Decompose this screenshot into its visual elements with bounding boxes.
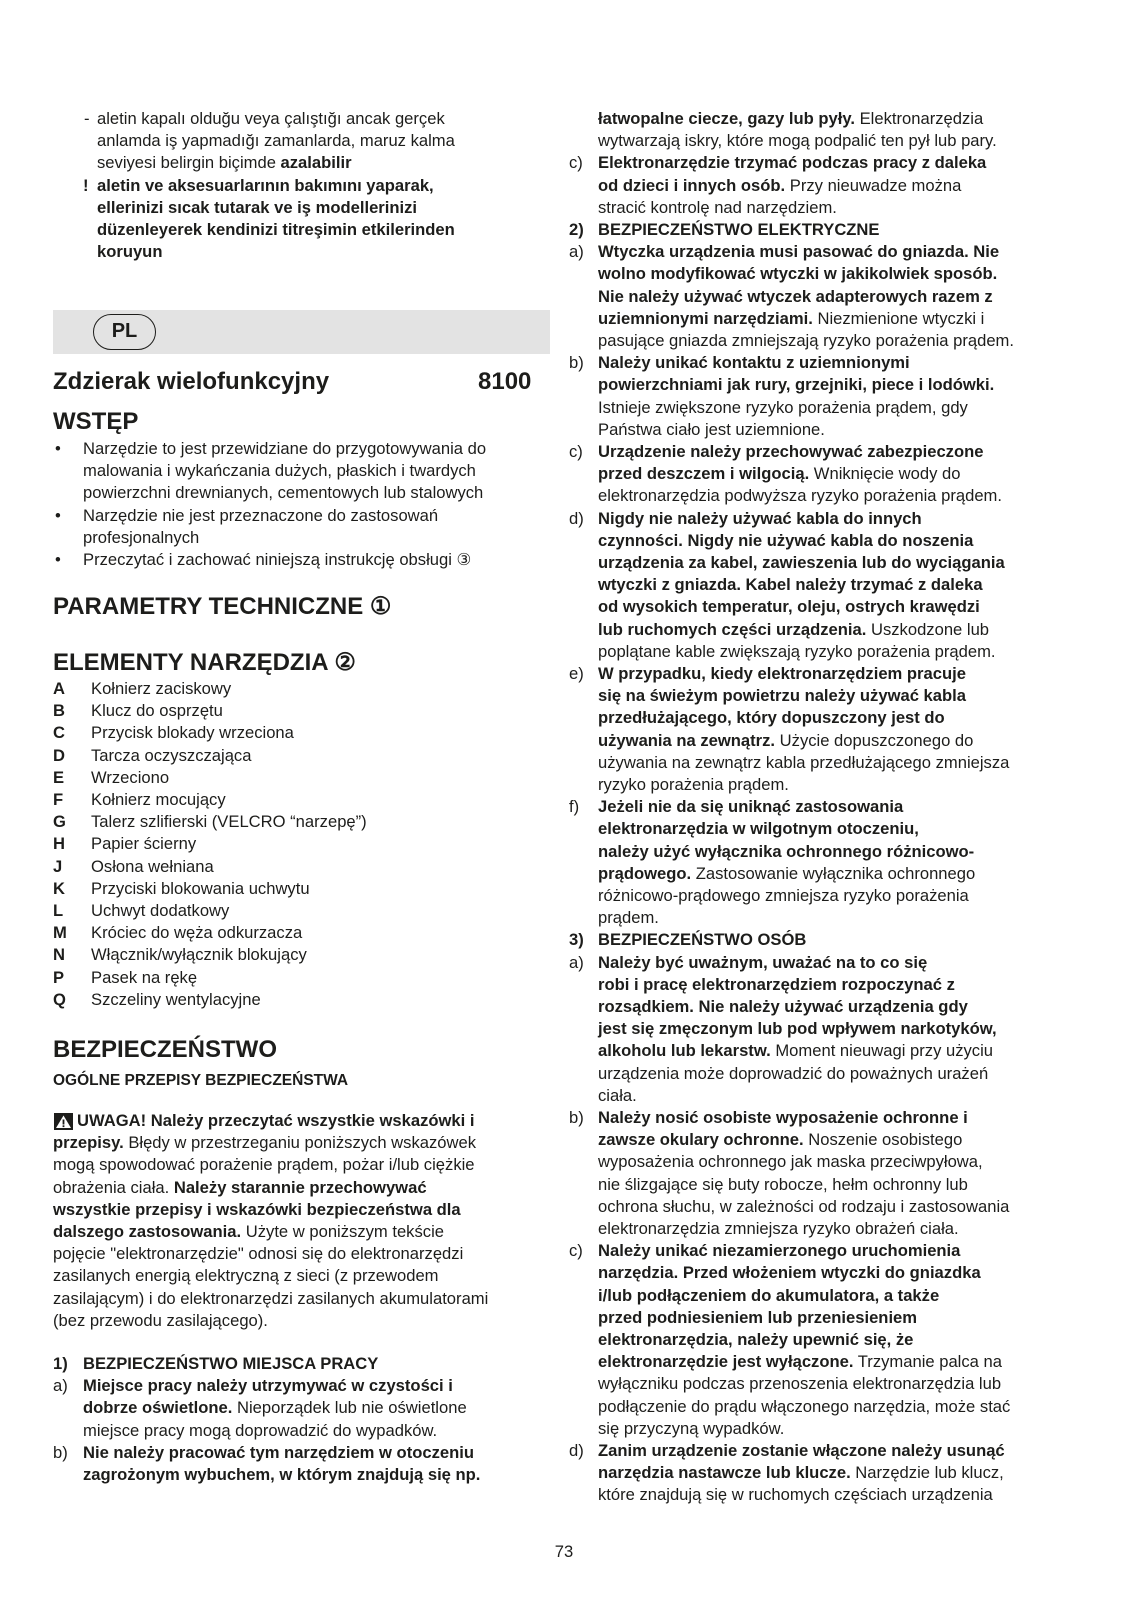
element-key: L (53, 901, 64, 920)
right-cont-line (598, 108, 983, 130)
intro-bullet-line: Przeczytać i zachować niniejszą instrukcję obsługi ③ (83, 550, 472, 569)
right-item-line (598, 663, 966, 685)
right-item-line-seg: Należy nosić osobiste wyposażenie ochronne i (598, 1108, 968, 1127)
intro-heading: WSTĘP (53, 408, 139, 435)
right-item-line (598, 175, 961, 197)
right-item-line-seg: Noszenie osobistego (803, 1130, 963, 1150)
right-item-line-seg: Istnieje zwiększone ryzyko porażenia prądem, gdy (598, 397, 968, 417)
element-label: Uchwyt dodatkowy (91, 901, 230, 920)
right-item-line-seg: nie ślizgające się buty robocze, hełm ochronny lub (598, 1174, 968, 1194)
warning-line (53, 1221, 444, 1243)
item-marker: d) (569, 1441, 584, 1460)
warning-line-seg: dalszego zastosowania. (53, 1222, 242, 1241)
item-marker: c) (569, 153, 583, 173)
right-item-line (598, 1240, 960, 1262)
intro-bullet-line: Narzędzie to jest przewidziane do przygotowywania do (83, 439, 487, 458)
right-item-line-seg: prądowego. (598, 863, 692, 883)
right-item-line (598, 796, 903, 818)
right-item-line-seg: przedłużającego, który dopuszczony jest do (598, 708, 945, 728)
right-item-line (598, 152, 986, 174)
right-item-line-seg: które znajdują się w ruchomych częściach urządzenia (598, 1485, 993, 1505)
warning-line-seg: (bez przewodu zasilającego). (53, 1310, 268, 1330)
left-item-line-seg: Miejsce pracy należy utrzymywać w czystości i (83, 1376, 453, 1396)
right-item-line (598, 197, 837, 219)
right-item-line (598, 1396, 1010, 1418)
elements-heading: ELEMENTY NARZĘDZIA ② (53, 649, 356, 676)
element-key: M (53, 923, 67, 943)
right-cont-line (598, 130, 997, 152)
right-item-line-seg: od wysokich temperatur, oleju, ostrych krawędzi (598, 597, 980, 617)
right-item-line-seg: powierzchniami jak rury, grzejniki, piece i lodówki. (598, 375, 995, 395)
element-label: Wrzeciono (91, 767, 170, 787)
right-item-line-seg: i/lub podłączeniem do akumulatora, a także (598, 1285, 940, 1305)
right-item-line (598, 1040, 993, 1062)
right-item-line-seg: używania na zewnątrz kabla przedłużającego zmniejsza (598, 752, 1010, 772)
bullet-marker: • (55, 439, 61, 458)
item-marker: c) (569, 1241, 583, 1261)
right-item-line-seg: Jeżeli nie da się uniknąć zastosowania (598, 797, 904, 817)
left-item-line-seg: Nie należy pracować tym narzędziem w otoczeniu (83, 1442, 474, 1462)
right-item-line-seg: prądem. (598, 908, 659, 928)
right-item-line-seg: należy użyć wyłącznika ochronnego różnicowo- (598, 841, 975, 861)
dash-marker: - (84, 109, 90, 128)
right-item-line-seg: przed podniesieniem lub przeniesieniem (598, 1307, 918, 1327)
right-item-line-seg: alkoholu lub lekarstw. (598, 1041, 771, 1061)
safety-subheading: OGÓLNE PRZEPISY BEZPIECZEŃSTWA (53, 1072, 349, 1089)
element-label: Króciec do węża odkurzacza (91, 923, 303, 943)
right-item-line-seg: poplątane kable zwiększają ryzyko porażenia prądem. (598, 641, 996, 661)
right-item-line (598, 1018, 997, 1040)
right-item-line-seg: lub ruchomych części urządzenia. (598, 619, 867, 639)
page-number: 73 (554, 1542, 574, 1561)
right-item-line-seg: wolno modyfikować wtyczki w jakikolwiek sposób. (598, 264, 998, 284)
section-number: 2) (569, 220, 584, 239)
right-item-line-seg: Urządzenie należy przechowywać zabezpieczone (598, 442, 984, 461)
right-cont-line-seg: Elektronarzędzia (854, 109, 984, 128)
left-item-line (83, 1464, 480, 1486)
bang-marker: ! (83, 176, 89, 195)
warning-line (53, 1154, 475, 1176)
dash-line-3 (97, 152, 352, 174)
right-item-line-seg: elektronarzędzia, należy upewnić się, że (598, 1330, 914, 1349)
element-key: Q (53, 989, 66, 1009)
right-item-line (598, 752, 1009, 774)
warning-line (53, 1177, 427, 1199)
right-item-line-seg: się przyczyną wypadków. (598, 1418, 785, 1438)
bullet-marker: • (55, 550, 61, 569)
right-item-line-seg: Należy unikać kontaktu z uziemnionymi (598, 353, 910, 373)
right-item-line (598, 485, 1002, 507)
right-item-line (598, 907, 659, 929)
element-label: Kołnierz mocujący (91, 790, 226, 809)
safety-heading: BEZPIECZEŃSTWO (53, 1036, 278, 1063)
right-item-line-seg: stracić kontrolę nad narzędziem. (598, 197, 837, 217)
right-item-line (598, 619, 989, 641)
right-item-line (598, 508, 922, 530)
element-label: Włącznik/wyłącznik blokujący (91, 945, 307, 965)
left-item-line-seg: zagrożonym wybuchem, w którym znajdują się np. (83, 1465, 481, 1484)
right-item-line-seg: elektronarzędzia w wilgotnym otoczeniu, (598, 819, 919, 839)
right-item-line (598, 1218, 959, 1240)
right-item-line-seg: W przypadku, kiedy elektronarzędziem pracuje (598, 664, 966, 683)
left-item-line-seg: dobrze oświetlone. (83, 1398, 233, 1418)
right-item-line-seg: narzędzia nastawcze lub klucze. (598, 1463, 851, 1483)
right-item-line-seg: Elektronarzędzie trzymać podczas pracy z daleka (598, 153, 987, 173)
warning-line (53, 1132, 476, 1154)
item-marker: c) (569, 442, 583, 461)
right-item-line-seg: Wniknięcie wody do (809, 464, 961, 484)
right-item-line-seg: różnicowo-prądowego zmniejsza ryzyko porażenia (598, 886, 969, 905)
section-title: BEZPIECZEŃSTWO OSÓB (598, 930, 807, 950)
right-item-line (598, 1151, 983, 1173)
item-marker: b) (53, 1442, 68, 1462)
element-label: Pasek na rękę (91, 967, 198, 987)
item-marker: d) (569, 508, 584, 528)
bang-line-1: aletin ve aksesuarlarının bakımını yaparak, (97, 176, 434, 195)
right-item-line-seg: elektronarzędzia podwyższa ryzyko porażenia prądem. (598, 486, 1002, 506)
element-key: G (53, 812, 66, 832)
element-label: Talerz szlifierski (VELCRO “narzepę”) (91, 812, 367, 832)
right-item-line-seg: się na świeżym powietrzu należy używać kabla (598, 686, 966, 706)
intro-bullet-line: Narzędzie nie jest przeznaczone do zastosowań (83, 505, 439, 525)
right-item-line (598, 974, 955, 996)
dash-line-1: aletin kapalı olduğu veya çalıştığı ancak gerçek (97, 109, 445, 128)
element-key: C (53, 723, 65, 743)
bang-line-2: ellerinizi sıcak tutarak ve iş modellerinizi (97, 198, 418, 217)
dash-line-3-bold: azalabilir (280, 153, 352, 172)
right-item-line (598, 1484, 993, 1506)
right-item-line-seg: jest się zmęczonym lub pod wpływem narkotyków, (598, 1019, 997, 1039)
warning-line-seg: UWAGA! Należy przeczytać wszystkie wskazówki i (77, 1111, 475, 1130)
product-model: 8100 (478, 368, 532, 395)
right-item-line-seg: Moment nieuwagi przy użyciu (770, 1041, 994, 1061)
right-item-line (598, 441, 983, 463)
right-item-line (598, 1196, 1009, 1218)
element-label: Klucz do osprzętu (91, 701, 223, 721)
right-item-line-seg: urządzenia może doprowadzić do poważnych urażeń (598, 1063, 989, 1083)
right-item-line-seg: używania na zewnątrz. (598, 730, 776, 750)
right-item-line-seg: Należy być uważnym, uważać na to co się (598, 952, 928, 972)
element-key: N (53, 945, 65, 965)
right-item-line-seg: rozsądkiem. Nie należy używać urządzenia gdy (598, 997, 968, 1016)
item-marker: f) (569, 797, 580, 817)
item-marker: a) (569, 242, 584, 262)
item-marker: b) (569, 353, 584, 373)
warning-line-seg: zasilanych energią elektryczną z sieci (z przewodem (53, 1266, 439, 1286)
warning-line-seg: obrażenia ciała. (53, 1177, 174, 1197)
warning-line-seg: zasilającym) i do elektronarzędzi zasilanych akumulatorami (53, 1288, 489, 1308)
right-item-line-seg: uziemnionymi narzędziami. (598, 308, 813, 328)
right-item-line-seg: podłączenie do prądu włączonego narzędzia, może stać (598, 1396, 1011, 1416)
right-item-line-seg: Państwa ciało jest uziemnione. (598, 419, 825, 439)
warning-line-seg: Błędy w przestrzeganiu poniższych wskazówek (123, 1133, 477, 1153)
right-item-line (598, 286, 993, 308)
right-item-line-seg: narzędzia. Przed włożeniem wtyczki do gniazdka (598, 1263, 981, 1283)
warning-line-seg: pojęcie "elektronarzędzie" odnosi się do elektronarzędzi (53, 1244, 464, 1264)
left-item-line-seg: Nieporządek lub nie oświetlone (232, 1398, 467, 1418)
element-key: B (53, 701, 65, 721)
right-item-line (598, 1373, 1001, 1395)
element-label: Przycisk blokady wrzeciona (91, 723, 294, 743)
right-item-line-seg: wyposażenia ochronnego jak maska przeciwpyłowa, (598, 1152, 983, 1172)
warning-line-seg: Użyte w poniższym tekście (241, 1222, 444, 1241)
right-item-line-seg: Nigdy nie należy używać kabla do innych (598, 508, 922, 528)
warning-line-seg: Należy starannie przechowywać (173, 1177, 427, 1197)
warning-line (53, 1199, 461, 1221)
right-item-line-seg: czynności. Nigdy nie używać kabla do noszenia (598, 530, 974, 550)
warning-line-seg: mogą spowodować porażenie prądem, pożar i/lub ciężkie (53, 1155, 475, 1175)
right-cont-line-seg: łatwopalne ciecze, gazy lub pyły. (598, 109, 855, 128)
intro-bullet-line: powierzchni drewnianych, cementowych lub stalowych (83, 483, 484, 503)
element-label: Papier ścierny (91, 834, 197, 854)
right-item-line-seg: wtyczki z gniazda. Kabel należy trzymać z daleka (598, 575, 983, 595)
right-item-line (598, 1440, 1005, 1462)
right-item-line (598, 596, 980, 618)
right-item-line (598, 419, 825, 441)
warning-line (53, 1243, 463, 1265)
element-key: F (53, 790, 64, 809)
right-item-line (598, 574, 983, 596)
element-key: D (53, 745, 65, 765)
right-item-line (598, 707, 945, 729)
warning-line-seg: wszystkie przepisy i wskazówki bezpieczeństwa dla (53, 1199, 461, 1219)
left-item-line (83, 1420, 437, 1442)
section-number: 3) (569, 930, 584, 950)
tech-heading: PARAMETRY TECHNICZNE ① (53, 593, 392, 620)
element-key: J (53, 856, 63, 876)
element-key: H (53, 834, 65, 854)
right-item-line (598, 1462, 1004, 1484)
right-item-line-seg: wyłączniku podczas przenoszenia elektronarzędzia lub (598, 1374, 1002, 1394)
warning-line-seg: przepisy. (53, 1133, 124, 1153)
bang-line-3: düzenleyerek kendinizi titreşimin etkilerinden (97, 220, 455, 239)
right-cont-line-seg: wytwarzają iskry, które mogą podpalić ten pył lub pary. (598, 131, 997, 151)
right-item-line-seg: Trzymanie palca na (853, 1352, 1002, 1372)
right-item-line-seg: pasujące gniazda zmniejszają ryzyko porażenia prądem. (598, 331, 1014, 350)
right-item-line (598, 996, 968, 1018)
section-title: BEZPIECZEŃSTWO ELEKTRYCZNE (598, 220, 880, 239)
right-item-line (598, 885, 969, 907)
right-item-line (598, 552, 1005, 574)
right-item-line (598, 374, 994, 396)
left-item-line (83, 1397, 467, 1419)
left-item-line (83, 1442, 474, 1464)
right-item-line (598, 263, 997, 285)
bullet-marker: • (55, 505, 61, 525)
left-item-line-seg: miejsce pracy mogą doprowadzić do wypadków. (83, 1420, 438, 1440)
right-item-line (598, 730, 973, 752)
right-item-line (598, 818, 919, 840)
warning-line (53, 1310, 268, 1332)
right-item-line (598, 1085, 637, 1107)
warning-line (77, 1110, 474, 1132)
intro-bullet-line: profesjonalnych (83, 527, 200, 547)
right-item-line (598, 1129, 962, 1151)
warning-line (53, 1288, 488, 1310)
right-item-line (598, 774, 789, 796)
warning-triangle-icon (54, 1113, 73, 1130)
product-name: Zdzierak wielofunkcyjny (53, 368, 330, 395)
bang-line-4: koruyun (97, 242, 163, 261)
left-item-line (83, 1375, 453, 1397)
right-item-line-seg: zawsze okulary ochronne. (598, 1130, 804, 1150)
right-item-line (598, 308, 984, 330)
element-key: P (53, 967, 65, 987)
right-item-line (598, 952, 927, 974)
element-label: Tarcza oczyszczająca (91, 745, 252, 765)
right-item-line (598, 397, 968, 419)
right-item-line (598, 241, 999, 263)
right-item-line-seg: przed deszczem i wilgocią. (598, 464, 810, 484)
element-key: A (53, 679, 65, 698)
right-item-line-seg: ryzyko porażenia prądem. (598, 775, 789, 794)
right-item-line-seg: Nie należy używać wtyczek adapterowych razem z (598, 286, 993, 306)
element-label: Kołnierz zaciskowy (91, 679, 232, 698)
section-number: 1) (53, 1354, 68, 1373)
right-item-line (598, 1063, 988, 1085)
right-item-line (598, 685, 966, 707)
element-label: Szczeliny wentylacyjne (91, 989, 261, 1009)
element-key: K (53, 878, 65, 898)
right-item-line (598, 352, 910, 374)
right-item-line (598, 863, 975, 885)
right-item-line (598, 1262, 981, 1284)
warning-line (53, 1265, 439, 1287)
right-item-line-seg: Należy unikać niezamierzonego uruchomienia (598, 1241, 961, 1261)
right-item-line (598, 1329, 913, 1351)
right-item-line-seg: Użycie dopuszczonego do (775, 730, 974, 750)
right-item-line-seg: Zanim urządzenie zostanie włączone należy usunąć (598, 1441, 1005, 1460)
right-item-line (598, 330, 1014, 352)
right-item-line-seg: od dzieci i innych osób. (598, 175, 786, 195)
right-item-line-seg: Uszkodzone lub (866, 619, 990, 639)
right-item-line (598, 1285, 939, 1307)
right-item-line (598, 1351, 1002, 1373)
right-item-line (598, 530, 973, 552)
right-item-line-seg: Przy nieuwadze można (785, 175, 962, 195)
element-label: Przyciski blokowania uchwytu (91, 878, 310, 898)
item-marker: e) (569, 664, 584, 683)
item-marker: a) (53, 1376, 68, 1396)
item-marker: b) (569, 1108, 584, 1127)
dash-line-2: anlamda iş yapmadığı zamanlarda, maruz kalma (97, 131, 455, 150)
right-item-line (598, 841, 974, 863)
right-item-line-seg: ochrona słuchu, w zależności od rodzaju i zastosowania (598, 1196, 1010, 1216)
right-item-line-seg: robi i pracę elektronarzędziem rozpoczynać z (598, 974, 955, 994)
item-marker: a) (569, 952, 584, 972)
intro-bullet-line: malowania i wykańczania dużych, płaskich i twardych (83, 461, 476, 481)
right-item-line (598, 1307, 917, 1329)
right-item-line (598, 641, 996, 663)
right-item-line-seg: elektronarzędzie jest wyłączone. (598, 1352, 854, 1372)
right-item-line-seg: Narzędzie lub klucz, (850, 1463, 1004, 1483)
right-item-line-seg: elektronarzędzia zmniejsza ryzyko obrażeń ciała. (598, 1219, 959, 1238)
language-badge: PL (93, 314, 156, 350)
right-item-line-seg: urządzenia za kabel, zawieszenia lub do wyciągania (598, 553, 1005, 572)
element-label: Osłona wełniana (91, 856, 214, 876)
right-item-line (598, 1107, 968, 1129)
right-item-line-seg: Niezmienione wtyczki i (812, 308, 985, 328)
right-item-line (598, 1418, 784, 1440)
section-title: BEZPIECZEŃSTWO MIEJSCA PRACY (83, 1354, 379, 1373)
right-item-line (598, 1174, 968, 1196)
right-item-line-seg: Zastosowanie wyłącznika ochronnego (691, 863, 976, 883)
right-item-line (598, 463, 960, 485)
element-key: E (53, 767, 65, 787)
dash-line-3-text: seviyesi belirgin biçimde (97, 153, 281, 172)
right-item-line-seg: Wtyczka urządzenia musi pasować do gniazda. Nie (598, 242, 1000, 262)
right-item-line-seg: ciała. (598, 1085, 637, 1105)
